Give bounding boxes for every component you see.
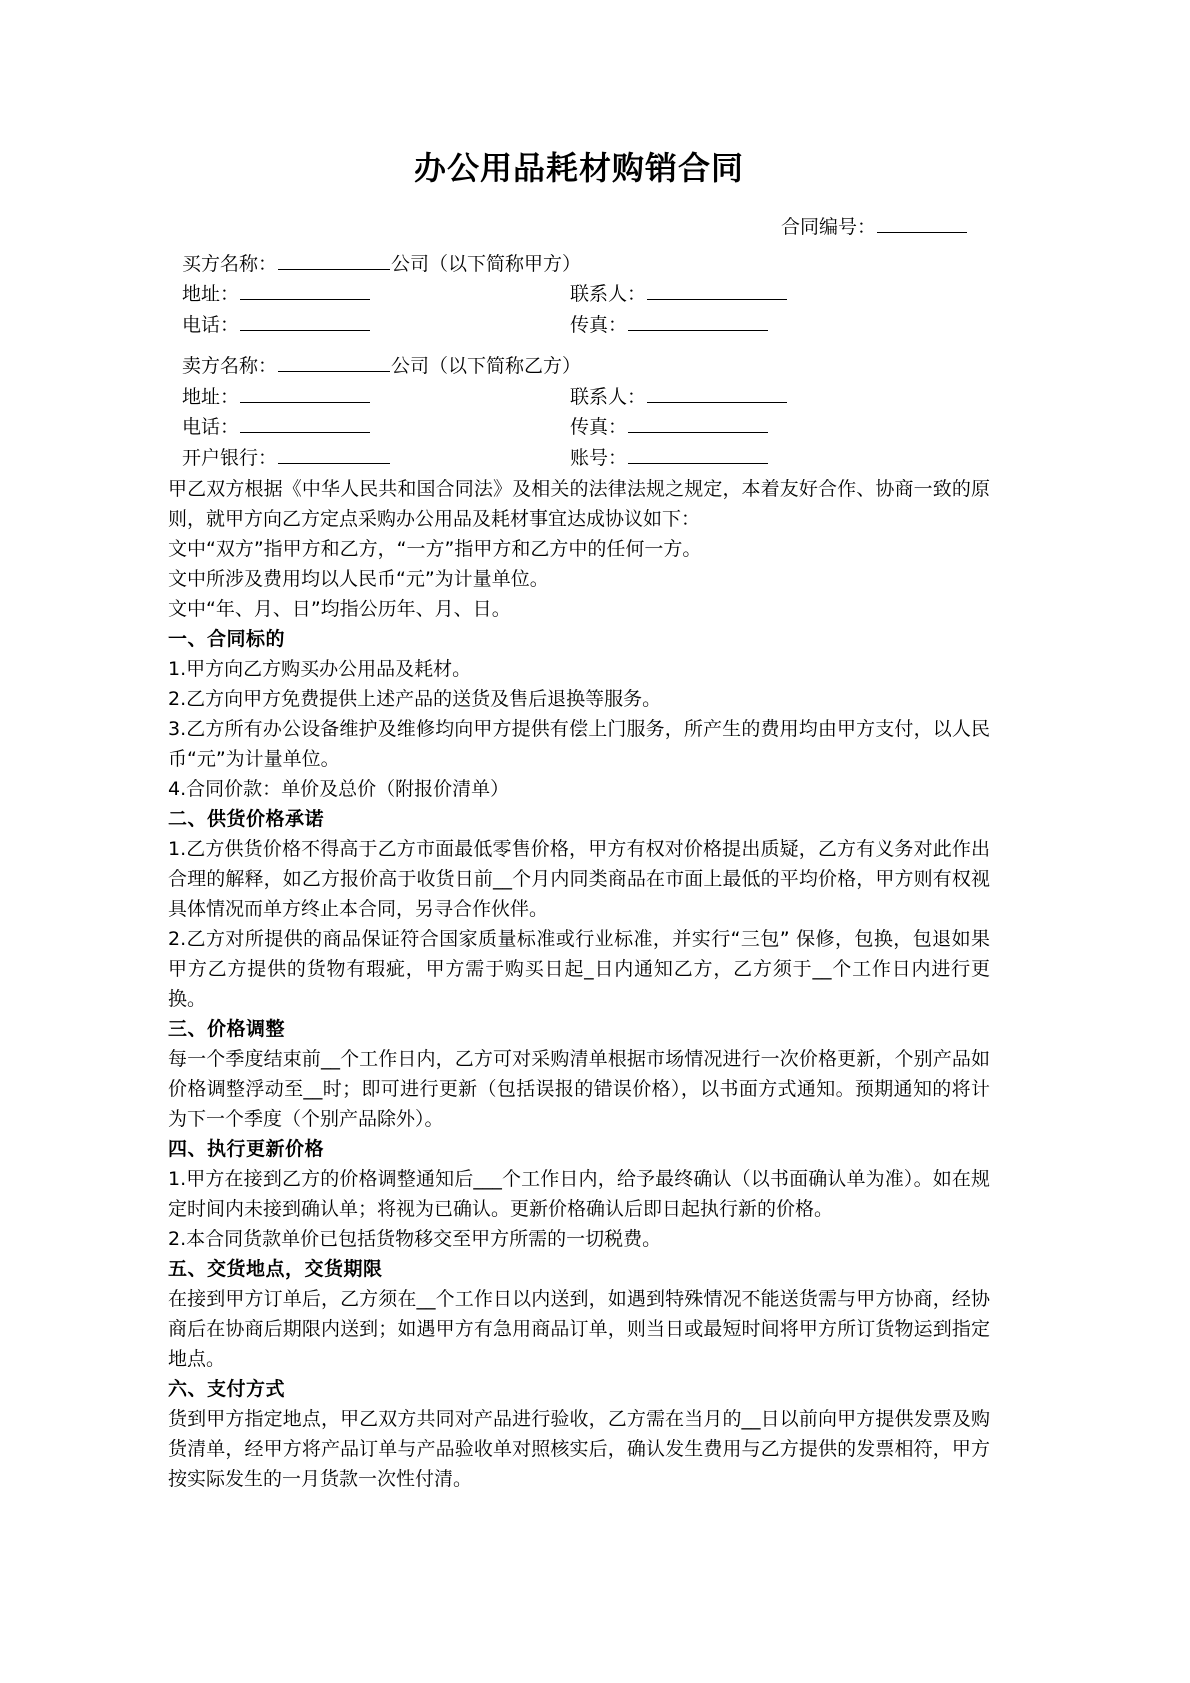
- buyer-contact-field: [570, 279, 990, 310]
- seller-address-blank[interactable]: [240, 383, 370, 403]
- seller-contact-label: 联系人：: [570, 385, 647, 408]
- buyer-name-blank[interactable]: [278, 250, 390, 270]
- buyer-name-field: [182, 249, 581, 280]
- section-paragraph: 货到甲方指定地点，甲乙双方共同对产品进行验收，乙方需在当月的__日以前向甲方提供发票及购货清单，经甲方将产品订单与产品验收单对照核实后，确认发生费用与乙方提供的发票相符，甲方按实际发生的一月货款一次性付清。: [168, 1408, 990, 1491]
- document-content: [168, 0, 990, 1494]
- seller-phone-blank[interactable]: [240, 413, 370, 433]
- contract-number-blank[interactable]: [877, 213, 967, 233]
- seller-contact-field: [570, 382, 990, 413]
- seller-address-field: [182, 382, 570, 413]
- buyer-fax-blank[interactable]: [628, 311, 768, 331]
- section-contract-subject: [168, 624, 990, 804]
- seller-bank-label: 开户银行：: [182, 447, 278, 470]
- section-price-adjustment: [168, 1014, 990, 1134]
- preamble-paragraph: 文中所涉及费用均以人民币“元”为计量单位。: [168, 568, 549, 590]
- section-heading: 一、合同标的: [168, 628, 286, 651]
- seller-phone-label: 电话：: [182, 416, 240, 439]
- section-paragraph: 1.甲方在接到乙方的价格调整通知后___个工作日内，给予最终确认（以书面确认单为准）。如在规定时间内未接到确认单；将视为已确认。更新价格确认后即日起执行新的价格。: [168, 1168, 990, 1221]
- section-heading: 二、供货价格承诺: [168, 808, 325, 831]
- section-delivery: [168, 1254, 990, 1374]
- buyer-phone-blank[interactable]: [240, 311, 370, 331]
- section-heading: 五、交货地点，交货期限: [168, 1258, 383, 1281]
- preamble-paragraph: 文中“年、月、日”均指公历年、月、日。: [168, 598, 511, 621]
- buyer-name-row: [168, 249, 990, 280]
- section-execute-updated-price: [168, 1134, 990, 1254]
- preamble-paragraph: 甲乙双方根据《中华人民共和国合同法》及相关的法律法规之规定，本着友好合作、协商一致的原则，就甲方向乙方定点采购办公用品及耗材事宜达成协议如下：: [168, 477, 990, 530]
- seller-fax-blank[interactable]: [628, 413, 768, 433]
- seller-info-block: [168, 351, 990, 474]
- buyer-name-suffix: 公司（以下简称甲方）: [391, 252, 582, 275]
- seller-account-blank[interactable]: [628, 444, 768, 464]
- seller-phone-field: [182, 412, 570, 443]
- buyer-name-label: 买方名称：: [182, 252, 278, 275]
- seller-address-contact-row: [168, 382, 990, 413]
- buyer-info-block: [168, 249, 990, 341]
- seller-account-field: [570, 443, 990, 474]
- section-payment: [168, 1374, 990, 1494]
- seller-name-suffix: 公司（以下简称乙方）: [391, 354, 582, 377]
- section-price-commitment: [168, 804, 990, 1014]
- seller-account-label: 账号：: [570, 447, 628, 470]
- section-heading: 六、支付方式: [168, 1378, 286, 1401]
- seller-name-field: [182, 351, 581, 382]
- seller-bank-account-row: [168, 443, 990, 474]
- buyer-fax-field: [570, 310, 990, 341]
- seller-fax-field: [570, 412, 990, 443]
- contract-number-label: 合同编号：: [780, 215, 876, 238]
- section-paragraph: 1.甲方向乙方购买办公用品及耗材。: [168, 658, 472, 681]
- buyer-phone-label: 电话：: [182, 314, 240, 337]
- seller-name-blank[interactable]: [278, 352, 390, 372]
- section-paragraph: 2.乙方对所提供的商品保证符合国家质量标准或行业标准，并实行“三包” 保修，包换，包退如果甲方乙方提供的货物有瑕疵，甲方需于购买日起_日内通知乙方，乙方须于__个工作日内进行更换。: [168, 928, 990, 1011]
- seller-contact-blank[interactable]: [647, 383, 787, 403]
- seller-name-row: [168, 351, 990, 382]
- buyer-phone-fax-row: [168, 310, 990, 341]
- preamble-paragraph: 文中“双方”指甲方和乙方，“一方”指甲方和乙方中的任何一方。: [168, 537, 702, 560]
- buyer-address-label: 地址：: [182, 283, 240, 306]
- contract-number-row: [168, 212, 990, 239]
- section-paragraph: 2.本合同货款单价已包括货物移交至甲方所需的一切税费。: [168, 1228, 662, 1251]
- section-paragraph: 2.乙方向甲方免费提供上述产品的送货及售后退换等服务。: [168, 688, 662, 711]
- buyer-contact-label: 联系人：: [570, 283, 647, 306]
- page-title: 办公用品耗材购销合同: [413, 149, 744, 187]
- seller-bank-blank[interactable]: [278, 444, 390, 464]
- buyer-contact-blank[interactable]: [647, 280, 787, 300]
- buyer-address-contact-row: [168, 279, 990, 310]
- seller-phone-fax-row: [168, 412, 990, 443]
- section-paragraph: 每一个季度结束前__个工作日内，乙方可对采购清单根据市场情况进行一次价格更新，个别产品如价格调整浮动至__时；即可进行更新（包括误报的错误价格），以书面方式通知。预期通知的将计为下一个季度（个别产品除外）。: [168, 1048, 990, 1131]
- section-paragraph: 在接到甲方订单后，乙方须在__个工作日以内送到，如遇到特殊情况不能送货需与甲方协商，经协商后在协商后期限内送到；如遇甲方有急用商品订单，则当日或最短时间将甲方所订货物运到指定地点。: [168, 1288, 990, 1371]
- seller-address-label: 地址：: [182, 385, 240, 408]
- seller-name-label: 卖方名称：: [182, 354, 278, 377]
- buyer-address-blank[interactable]: [240, 280, 370, 300]
- section-heading: 三、价格调整: [168, 1018, 286, 1041]
- buyer-fax-label: 传真：: [570, 314, 628, 337]
- preamble-block: [168, 474, 990, 624]
- buyer-phone-field: [182, 310, 570, 341]
- seller-fax-label: 传真：: [570, 416, 628, 439]
- section-paragraph: 1.乙方供货价格不得高于乙方市面最低零售价格，甲方有权对价格提出质疑，乙方有义务对此作出合理的解释，如乙方报价高于收货日前__个月内同类商品在市面上最低的平均价格，甲方则有权视具体情况而单方终止本合同，另寻合作伙伴。: [168, 838, 990, 921]
- section-heading: 四、执行更新价格: [168, 1138, 325, 1161]
- seller-bank-field: [182, 443, 570, 474]
- buyer-address-field: [182, 279, 570, 310]
- section-paragraph: 3.乙方所有办公设备维护及维修均向甲方提供有偿上门服务，所产生的费用均由甲方支付，以人民币“元”为计量单位。: [168, 718, 990, 771]
- section-paragraph: 4.合同价款：单价及总价（附报价清单）: [168, 778, 510, 801]
